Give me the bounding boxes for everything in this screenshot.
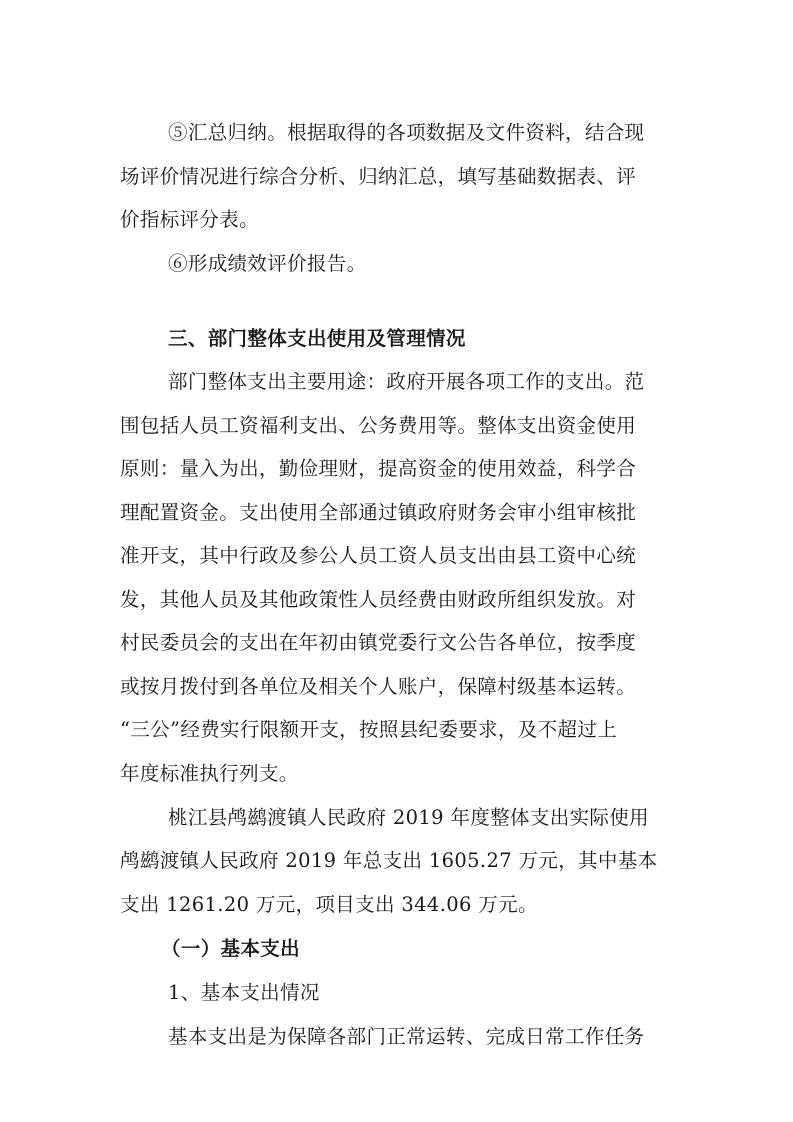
paragraph-line-1: ⑤汇总归纳。根据取得的各项数据及文件资料，结合现 <box>168 121 645 144</box>
paragraph-line-14: 年度标准执行列支。 <box>120 762 299 785</box>
paragraph-line-11: 村民委员会的支出在年初由镇党委行文公告各单位，按季度 <box>120 631 637 654</box>
paragraph-line-6: 围包括人员工资福利支出、公务费用等。整体支出资金使用 <box>120 414 637 437</box>
paragraph-line-9: 准开支，其中行政及参公人员工资人员支出由县工资中心统 <box>120 544 637 567</box>
paragraph-line-17: 支出 1261.20 万元，项目支出 344.06 万元。 <box>120 893 538 916</box>
paragraph-line-4: ⑥形成绩效评价报告。 <box>168 252 367 275</box>
paragraph-line-15: 桃江县鸬鹚渡镇人民政府 2019 年度整体支出实际使用 <box>168 806 649 829</box>
paragraph-line-12: 或按月拨付到各单位及相关个人账户，保障村级基本运转。 <box>120 675 637 698</box>
paragraph-line-7: 原则：量入为出，勤俭理财，提高资金的使用效益，科学合 <box>120 457 637 480</box>
paragraph-line-5: 部门整体支出主要用途：政府开展各项工作的支出。范 <box>168 370 645 393</box>
paragraph-line-8: 理配置资金。支出使用全部通过镇政府财务会审小组审核批 <box>120 501 637 524</box>
section-heading: 三、部门整体支出使用及管理情况 <box>168 327 466 350</box>
paragraph-line-2: 场评价情况进行综合分析、归纳汇总，填写基础数据表、评 <box>120 165 637 188</box>
paragraph-line-3: 价指标评分表。 <box>120 208 259 231</box>
subsection-heading: （一）基本支出 <box>161 937 300 960</box>
subsection-item-title: 1、基本支出情况 <box>168 981 320 1004</box>
paragraph-line-10: 发，其他人员及其他政策性人员经费由财政所组织发放。对 <box>120 588 637 611</box>
paragraph-line-16: 鸬鹚渡镇人民政府 2019 年总支出 1605.27 万元，其中基本 <box>120 849 658 872</box>
paragraph-line-13: “三公”经费实行限额开支，按照县纪委要求，及不超过上 <box>120 718 618 741</box>
paragraph-line-18: 基本支出是为保障各部门正常运转、完成日常工作任务 <box>168 1025 645 1048</box>
